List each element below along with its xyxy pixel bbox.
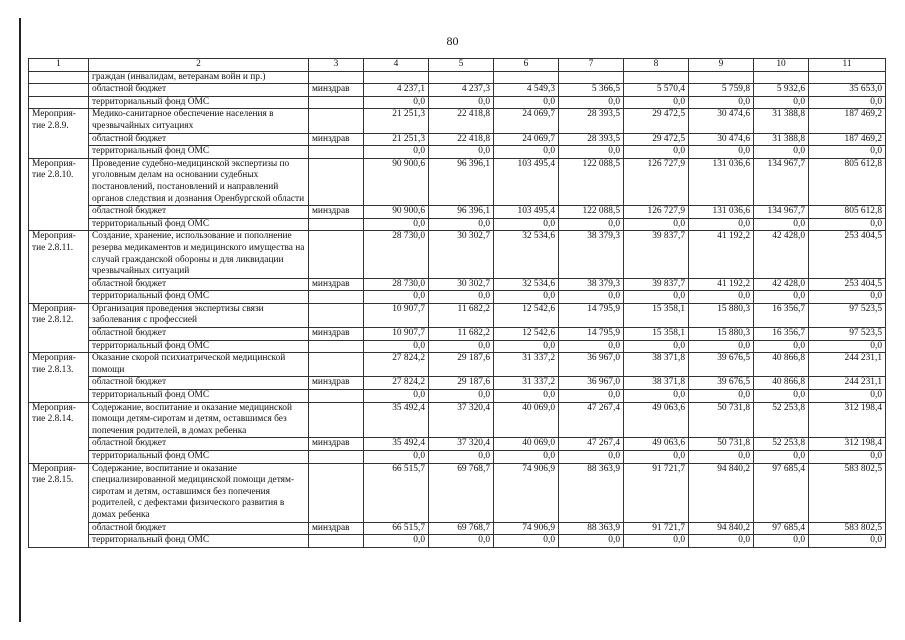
year-value: 39 676,5 [689, 353, 754, 377]
responsible-agency [309, 146, 364, 159]
year-value: 22 418,8 [429, 109, 494, 133]
year-value: 134 967,7 [754, 158, 809, 205]
year-value: 91 721,7 [624, 522, 689, 535]
year-value: 4 549,3 [494, 84, 559, 97]
year-value: 90 900,6 [364, 158, 429, 205]
funding-source-name: граждан (инвалидам, ветеранам войн и пр.) [89, 71, 309, 84]
measure-row [29, 463, 886, 522]
funding-source-row [29, 377, 886, 390]
responsible-agency: минздрав [309, 377, 364, 390]
year-value: 10 907,7 [364, 328, 429, 341]
year-value: 50 731,8 [689, 438, 754, 451]
year-value [624, 71, 689, 84]
total-value: 583 802,5 [809, 463, 886, 522]
funding-source-row [29, 291, 886, 304]
responsible-agency [309, 96, 364, 109]
funding-source-name: областной бюджет [89, 84, 309, 97]
year-value: 29 472,5 [624, 133, 689, 146]
year-value: 74 906,9 [494, 522, 559, 535]
year-value: 0,0 [364, 390, 429, 403]
measure-code: Мероприя-тие 2.8.14. [29, 402, 89, 463]
year-value: 0,0 [689, 146, 754, 159]
year-value: 0,0 [689, 291, 754, 304]
column-number-5: 5 [429, 59, 494, 72]
total-value: 0,0 [809, 146, 886, 159]
year-value: 39 837,7 [624, 231, 689, 278]
year-value: 0,0 [559, 390, 624, 403]
year-value: 0,0 [624, 291, 689, 304]
year-value: 35 492,4 [364, 438, 429, 451]
total-value: 0,0 [809, 96, 886, 109]
year-value: 0,0 [559, 535, 624, 548]
total-value: 805 612,8 [809, 158, 886, 205]
year-value: 31 337,2 [494, 377, 559, 390]
year-value: 0,0 [754, 451, 809, 464]
year-value: 12 542,6 [494, 328, 559, 341]
year-value: 0,0 [559, 451, 624, 464]
measure-code: Мероприя-тие 2.8.10. [29, 158, 89, 231]
responsible-agency [309, 535, 364, 548]
year-value: 0,0 [364, 96, 429, 109]
year-value: 0,0 [754, 291, 809, 304]
year-value: 5 932,6 [754, 84, 809, 97]
year-value: 96 396,1 [429, 158, 494, 205]
year-value: 10 907,7 [364, 303, 429, 327]
year-value: 41 192,2 [689, 231, 754, 278]
page-number: 80 [446, 34, 459, 48]
funding-source-row [29, 218, 886, 231]
year-value: 0,0 [559, 340, 624, 353]
funding-source-name: областной бюджет [89, 133, 309, 146]
year-value: 122 088,5 [559, 158, 624, 205]
year-value: 36 967,0 [559, 353, 624, 377]
year-value: 15 880,3 [689, 328, 754, 341]
year-value: 0,0 [364, 451, 429, 464]
year-value: 37 320,4 [429, 402, 494, 438]
column-number-7: 7 [559, 59, 624, 72]
responsible-agency: минздрав [309, 438, 364, 451]
responsible-agency [309, 463, 364, 522]
funding-source-row [29, 451, 886, 464]
year-value: 0,0 [754, 218, 809, 231]
column-number-6: 6 [494, 59, 559, 72]
empty-code-cell [29, 71, 89, 84]
empty-code-cell [29, 84, 89, 97]
responsible-agency [309, 158, 364, 205]
measure-row [29, 303, 886, 327]
total-value: 0,0 [809, 535, 886, 548]
column-number-2: 2 [89, 59, 309, 72]
year-value: 0,0 [754, 146, 809, 159]
year-value: 30 302,7 [429, 278, 494, 291]
year-value: 94 840,2 [689, 522, 754, 535]
responsible-agency [309, 340, 364, 353]
year-value: 42 428,0 [754, 231, 809, 278]
year-value: 0,0 [494, 96, 559, 109]
total-value: 0,0 [809, 340, 886, 353]
year-value: 103 495,4 [494, 206, 559, 219]
year-value: 21 251,3 [364, 133, 429, 146]
year-value: 49 063,6 [624, 438, 689, 451]
year-value: 0,0 [689, 218, 754, 231]
total-value: 0,0 [809, 291, 886, 304]
year-value: 0,0 [624, 218, 689, 231]
responsible-agency: минздрав [309, 133, 364, 146]
year-value: 16 356,7 [754, 328, 809, 341]
responsible-agency [309, 353, 364, 377]
measure-name: Содержание, воспитание и оказание специализированной медицинской помощи детям-сиротам и детям, оставшимся без попечения родителей, с дефектами физического развития в домах ребенка [89, 463, 309, 522]
year-value: 0,0 [754, 390, 809, 403]
responsible-agency [309, 218, 364, 231]
year-value: 39 837,7 [624, 278, 689, 291]
year-value [689, 71, 754, 84]
year-value: 42 428,0 [754, 278, 809, 291]
year-value: 5 366,5 [559, 84, 624, 97]
year-value: 0,0 [624, 390, 689, 403]
measure-name: Организация проведения экспертизы связи заболевания с профессией [89, 303, 309, 327]
continuation-row [29, 71, 886, 84]
year-value: 0,0 [624, 96, 689, 109]
empty-code-cell [29, 96, 89, 109]
funding-source-name: областной бюджет [89, 328, 309, 341]
year-value: 39 676,5 [689, 377, 754, 390]
year-value: 52 253,8 [754, 402, 809, 438]
responsible-agency [309, 390, 364, 403]
column-number-4: 4 [364, 59, 429, 72]
year-value: 4 237,1 [364, 84, 429, 97]
responsible-agency: минздрав [309, 328, 364, 341]
year-value: 0,0 [624, 340, 689, 353]
responsible-agency: минздрав [309, 278, 364, 291]
year-value: 38 371,8 [624, 353, 689, 377]
year-value: 31 388,8 [754, 109, 809, 133]
year-value: 126 727,9 [624, 158, 689, 205]
year-value: 74 906,9 [494, 463, 559, 522]
year-value: 0,0 [494, 146, 559, 159]
year-value: 0,0 [689, 390, 754, 403]
year-value: 31 337,2 [494, 353, 559, 377]
year-value: 22 418,8 [429, 133, 494, 146]
year-value: 97 685,4 [754, 522, 809, 535]
funding-source-name: областной бюджет [89, 278, 309, 291]
funding-source-row [29, 390, 886, 403]
measure-row [29, 158, 886, 205]
year-value: 35 492,4 [364, 402, 429, 438]
year-value: 126 727,9 [624, 206, 689, 219]
measure-name: Создание, хранение, использование и пополнение резерва медикаментов и медицинского имущества на случай гражданской обороны и для ликвидации чрезвычайных ситуаций [89, 231, 309, 278]
year-value: 131 036,6 [689, 206, 754, 219]
measure-name: Содержание, воспитание и оказание медицинской помощи детям-сиротам и детям, оставшимся без попечения родителей, в домах ребенка [89, 402, 309, 438]
funding-source-name: территориальный фонд ОМС [89, 96, 309, 109]
measure-row [29, 353, 886, 377]
year-value: 0,0 [689, 340, 754, 353]
year-value: 0,0 [494, 535, 559, 548]
column-number-11: 11 [809, 59, 886, 72]
funding-source-row [29, 278, 886, 291]
year-value: 29 187,6 [429, 377, 494, 390]
year-value: 0,0 [559, 218, 624, 231]
funding-source-name: территориальный фонд ОМС [89, 340, 309, 353]
year-value: 0,0 [754, 535, 809, 548]
funding-source-row [29, 206, 886, 219]
funding-source-name: областной бюджет [89, 206, 309, 219]
year-value: 12 542,6 [494, 303, 559, 327]
year-value: 0,0 [689, 96, 754, 109]
measure-name: Оказание скорой психиатрической медицинской помощи [89, 353, 309, 377]
year-value: 0,0 [429, 390, 494, 403]
total-value: 244 231,1 [809, 377, 886, 390]
measure-row [29, 109, 886, 133]
total-value: 0,0 [809, 218, 886, 231]
year-value: 0,0 [689, 535, 754, 548]
responsible-agency [309, 291, 364, 304]
year-value: 30 474,6 [689, 133, 754, 146]
year-value: 0,0 [754, 340, 809, 353]
year-value: 52 253,8 [754, 438, 809, 451]
responsible-agency [309, 303, 364, 327]
year-value: 16 356,7 [754, 303, 809, 327]
year-value: 91 721,7 [624, 463, 689, 522]
year-value: 0,0 [429, 340, 494, 353]
total-value: 97 523,5 [809, 328, 886, 341]
year-value: 47 267,4 [559, 402, 624, 438]
funding-source-name: территориальный фонд ОМС [89, 451, 309, 464]
year-value: 27 824,2 [364, 353, 429, 377]
year-value: 31 388,8 [754, 133, 809, 146]
year-value: 0,0 [624, 146, 689, 159]
year-value: 66 515,7 [364, 522, 429, 535]
year-value: 0,0 [689, 451, 754, 464]
year-value: 47 267,4 [559, 438, 624, 451]
total-value: 97 523,5 [809, 303, 886, 327]
year-value: 4 237,3 [429, 84, 494, 97]
year-value: 0,0 [494, 451, 559, 464]
year-value: 0,0 [364, 291, 429, 304]
year-value: 30 302,7 [429, 231, 494, 278]
year-value: 14 795,9 [559, 328, 624, 341]
funding-source-row [29, 146, 886, 159]
year-value [364, 71, 429, 84]
year-value: 0,0 [494, 390, 559, 403]
year-value: 37 320,4 [429, 438, 494, 451]
total-value: 187 469,2 [809, 109, 886, 133]
year-value: 15 880,3 [689, 303, 754, 327]
funding-source-row [29, 340, 886, 353]
year-value: 66 515,7 [364, 463, 429, 522]
responsible-agency [309, 402, 364, 438]
funding-source-name: территориальный фонд ОМС [89, 291, 309, 304]
column-number-3: 3 [309, 59, 364, 72]
year-value: 40 069,0 [494, 438, 559, 451]
year-value: 0,0 [364, 535, 429, 548]
responsible-agency [309, 109, 364, 133]
year-value: 38 379,3 [559, 231, 624, 278]
funding-source-name: территориальный фонд ОМС [89, 146, 309, 159]
column-number-8: 8 [624, 59, 689, 72]
year-value: 28 730,0 [364, 278, 429, 291]
funding-source-row [29, 84, 886, 97]
budget-table [28, 58, 886, 548]
year-value: 0,0 [429, 535, 494, 548]
year-value: 5 570,4 [624, 84, 689, 97]
year-value [429, 71, 494, 84]
year-value: 94 840,2 [689, 463, 754, 522]
measure-code: Мероприя-тие 2.8.12. [29, 303, 89, 352]
year-value: 0,0 [364, 146, 429, 159]
column-number-row [29, 59, 886, 72]
total-value: 35 653,0 [809, 84, 886, 97]
funding-source-name: территориальный фонд ОМС [89, 390, 309, 403]
measure-name: Проведение судебно-медицинской экспертизы по уголовным делам на основании судебных постановлений, постановлений и направлений органов следствия и дознания Оренбургской области [89, 158, 309, 205]
column-number-9: 9 [689, 59, 754, 72]
funding-source-row [29, 133, 886, 146]
total-value: 187 469,2 [809, 133, 886, 146]
year-value: 0,0 [429, 451, 494, 464]
year-value: 28 393,5 [559, 109, 624, 133]
funding-source-row [29, 96, 886, 109]
year-value: 40 866,8 [754, 377, 809, 390]
funding-source-row [29, 522, 886, 535]
measure-code: Мероприя-тие 2.8.9. [29, 109, 89, 158]
funding-source-name: территориальный фонд ОМС [89, 218, 309, 231]
responsible-agency: минздрав [309, 206, 364, 219]
total-value: 244 231,1 [809, 353, 886, 377]
measure-code: Мероприя-тие 2.8.13. [29, 353, 89, 402]
year-value: 103 495,4 [494, 158, 559, 205]
year-value: 11 682,2 [429, 303, 494, 327]
year-value: 122 088,5 [559, 206, 624, 219]
year-value: 36 967,0 [559, 377, 624, 390]
total-value [809, 71, 886, 84]
year-value: 0,0 [494, 218, 559, 231]
year-value: 15 358,1 [624, 328, 689, 341]
total-value: 0,0 [809, 451, 886, 464]
funding-source-name: областной бюджет [89, 438, 309, 451]
total-value: 253 404,5 [809, 231, 886, 278]
year-value: 28 393,5 [559, 133, 624, 146]
year-value: 21 251,3 [364, 109, 429, 133]
total-value: 0,0 [809, 390, 886, 403]
year-value: 0,0 [494, 340, 559, 353]
year-value: 0,0 [429, 146, 494, 159]
year-value: 28 730,0 [364, 231, 429, 278]
measure-code: Мероприя-тие 2.8.15. [29, 463, 89, 547]
total-value: 253 404,5 [809, 278, 886, 291]
year-value: 0,0 [559, 96, 624, 109]
year-value [494, 71, 559, 84]
year-value: 0,0 [754, 96, 809, 109]
total-value: 583 802,5 [809, 522, 886, 535]
measure-row [29, 231, 886, 278]
year-value: 0,0 [494, 291, 559, 304]
column-number-1: 1 [29, 59, 89, 72]
year-value: 41 192,2 [689, 278, 754, 291]
year-value: 96 396,1 [429, 206, 494, 219]
binding-margin-line [19, 18, 21, 622]
funding-source-name: областной бюджет [89, 377, 309, 390]
year-value: 0,0 [559, 291, 624, 304]
year-value: 88 363,9 [559, 522, 624, 535]
year-value: 90 900,6 [364, 206, 429, 219]
responsible-agency [309, 451, 364, 464]
year-value: 0,0 [429, 218, 494, 231]
year-value: 29 472,5 [624, 109, 689, 133]
funding-source-row [29, 438, 886, 451]
year-value: 24 069,7 [494, 133, 559, 146]
year-value: 27 824,2 [364, 377, 429, 390]
year-value [559, 71, 624, 84]
funding-source-name: территориальный фонд ОМС [89, 535, 309, 548]
measure-row [29, 402, 886, 438]
responsible-agency: минздрав [309, 522, 364, 535]
year-value: 134 967,7 [754, 206, 809, 219]
year-value: 40 069,0 [494, 402, 559, 438]
funding-source-row [29, 535, 886, 548]
year-value: 69 768,7 [429, 463, 494, 522]
year-value: 29 187,6 [429, 353, 494, 377]
year-value: 0,0 [429, 291, 494, 304]
year-value: 11 682,2 [429, 328, 494, 341]
year-value: 69 768,7 [429, 522, 494, 535]
year-value: 0,0 [624, 535, 689, 548]
year-value: 0,0 [559, 146, 624, 159]
year-value [754, 71, 809, 84]
funding-source-row [29, 328, 886, 341]
column-number-10: 10 [754, 59, 809, 72]
year-value: 0,0 [364, 218, 429, 231]
measure-name: Медико-санитарное обеспечение населения в чрезвычайных ситуациях [89, 109, 309, 133]
year-value: 14 795,9 [559, 303, 624, 327]
funding-source-name: областной бюджет [89, 522, 309, 535]
year-value: 97 685,4 [754, 463, 809, 522]
year-value: 50 731,8 [689, 402, 754, 438]
total-value: 312 198,4 [809, 438, 886, 451]
year-value: 40 866,8 [754, 353, 809, 377]
year-value: 131 036,6 [689, 158, 754, 205]
year-value: 15 358,1 [624, 303, 689, 327]
year-value: 5 759,8 [689, 84, 754, 97]
total-value: 805 612,8 [809, 206, 886, 219]
year-value: 0,0 [429, 96, 494, 109]
year-value: 0,0 [624, 451, 689, 464]
responsible-agency [309, 231, 364, 278]
responsible-agency: минздрав [309, 84, 364, 97]
year-value: 30 474,6 [689, 109, 754, 133]
year-value: 0,0 [364, 340, 429, 353]
year-value: 24 069,7 [494, 109, 559, 133]
year-value: 88 363,9 [559, 463, 624, 522]
year-value: 38 371,8 [624, 377, 689, 390]
year-value: 32 534,6 [494, 231, 559, 278]
year-value: 38 379,3 [559, 278, 624, 291]
total-value: 312 198,4 [809, 402, 886, 438]
measure-code: Мероприя-тие 2.8.11. [29, 231, 89, 304]
year-value: 32 534,6 [494, 278, 559, 291]
year-value: 49 063,6 [624, 402, 689, 438]
responsible-agency [309, 71, 364, 84]
